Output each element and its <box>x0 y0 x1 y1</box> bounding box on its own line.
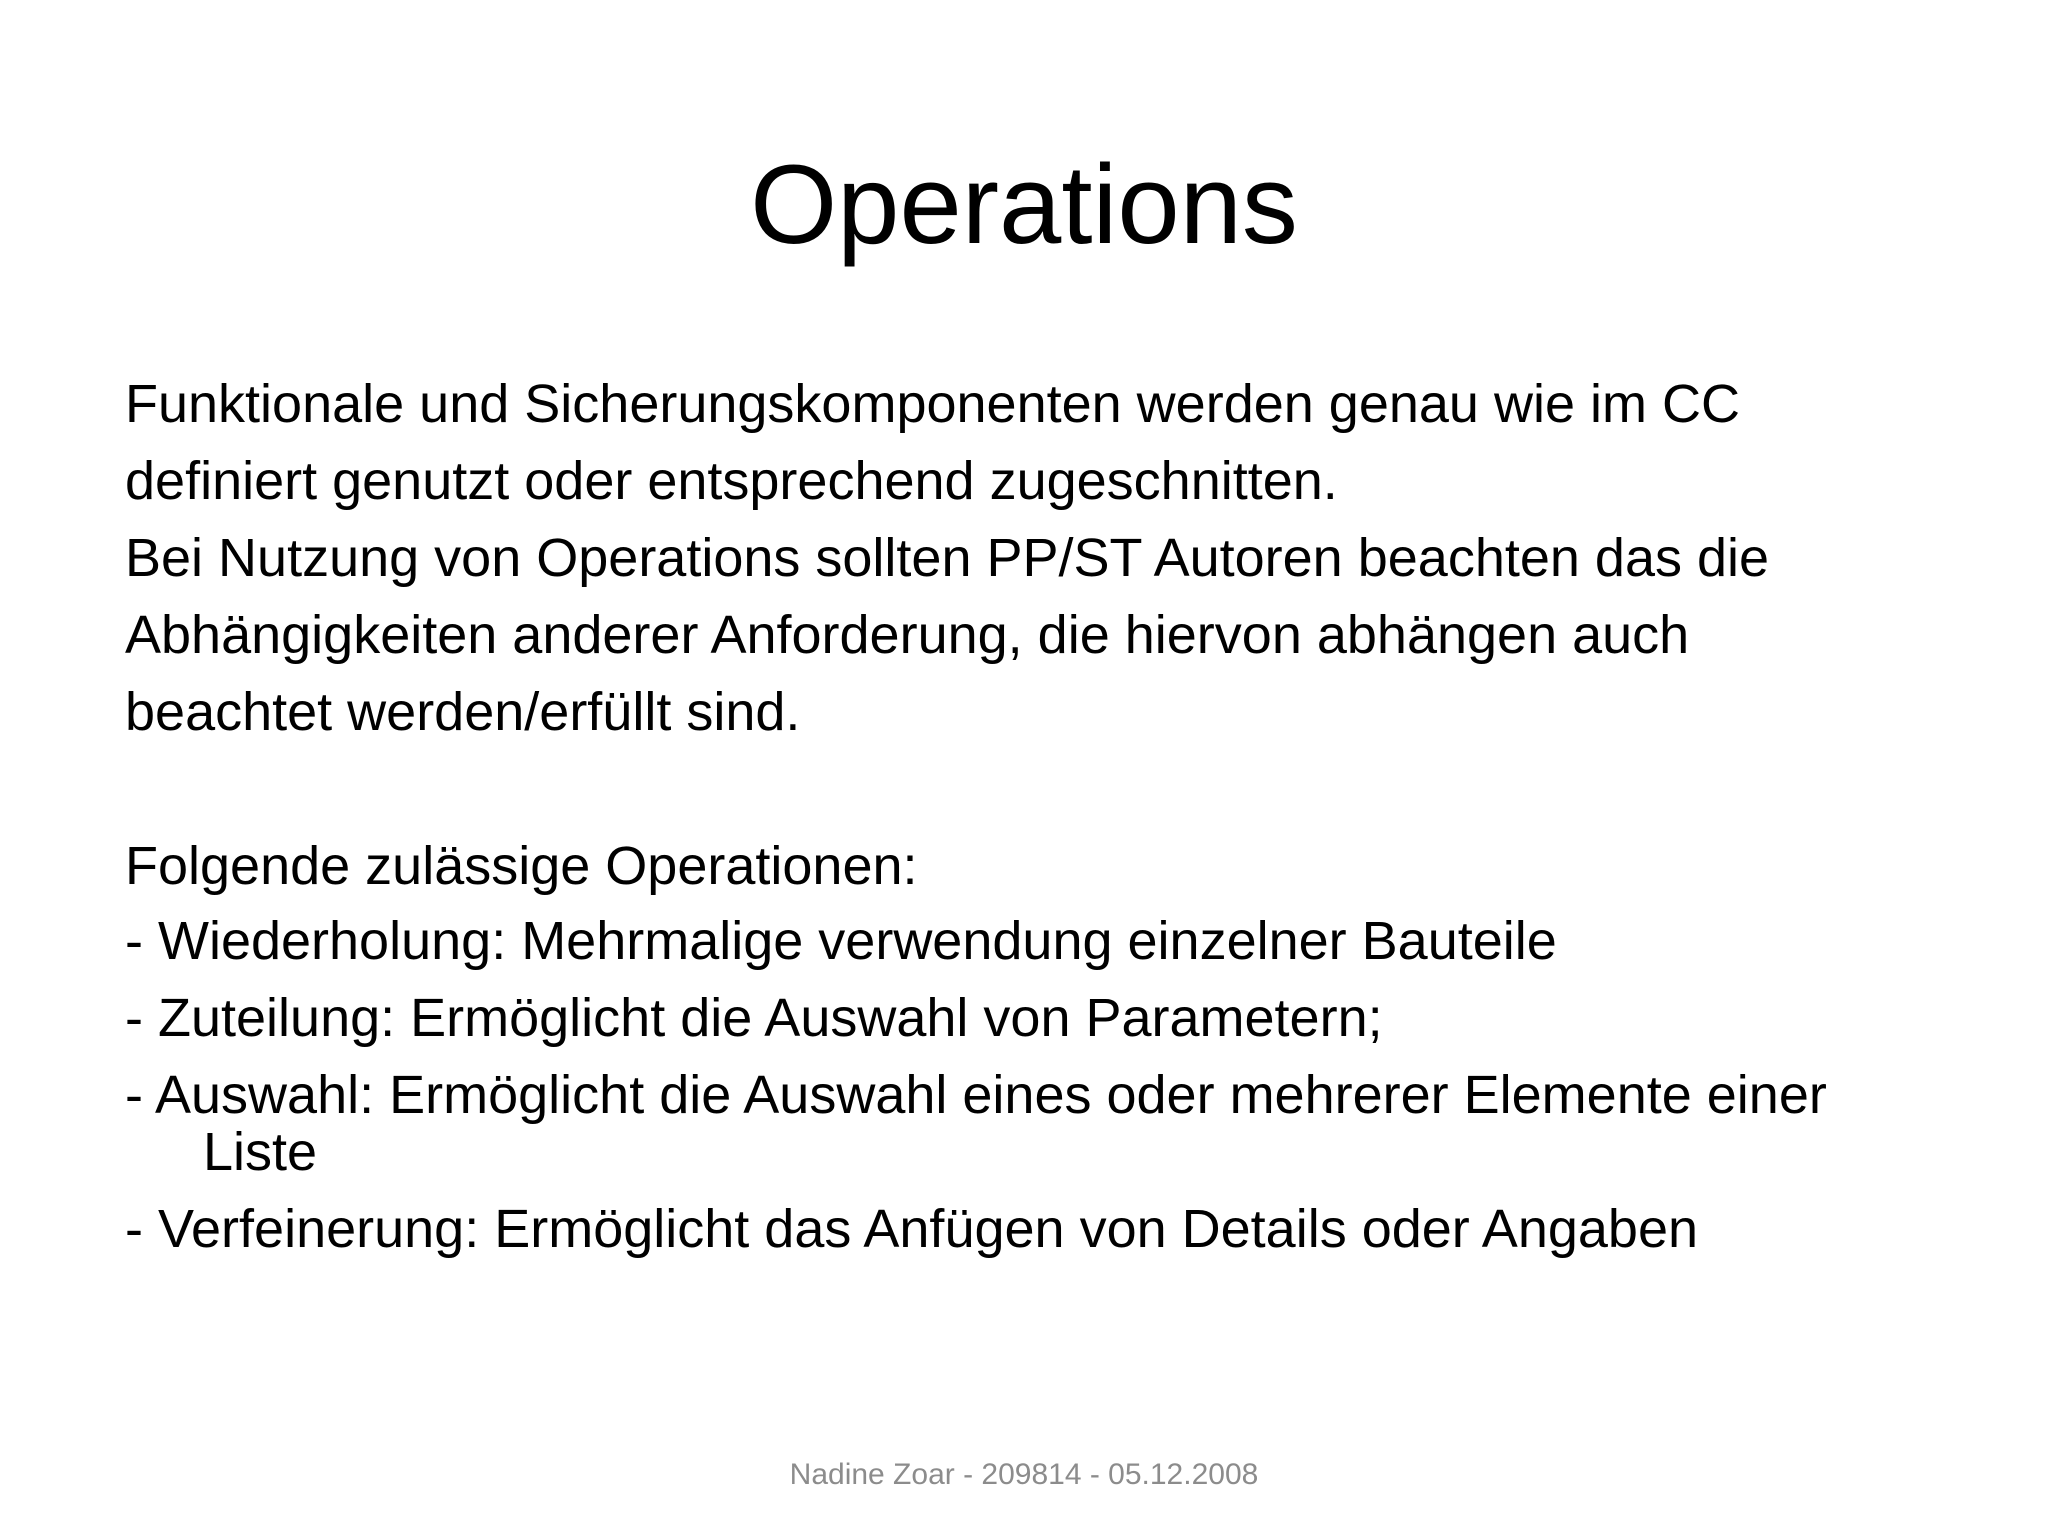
operations-list <box>125 913 1955 1258</box>
paragraph-line: Funktionale und Sicherungskomponenten werden genau wie im CC <box>125 374 1740 434</box>
list-item: - Zuteilung: Ermöglicht die Auswahl von Parametern; <box>125 988 1383 1048</box>
paragraph-line: definiert genutzt oder entsprechend zugeschnitten. <box>125 451 1338 511</box>
list-item: - Wiederholung: Mehrmalige verwendung einzelner Bauteile <box>125 911 1557 971</box>
paragraph-line: Bei Nutzung von Operations sollten PP/ST Autoren beachten das die <box>125 528 1770 588</box>
slide-footer: Nadine Zoar - 209814 - 05.12.2008 <box>789 1458 1259 1491</box>
list-item: - Auswahl: Ermöglicht die Auswahl eines oder mehrerer Elemente einer Liste <box>125 1065 1827 1182</box>
paragraph-line: Abhängigkeiten anderer Anforderung, die hiervon abhängen auch <box>125 605 1690 665</box>
paragraph-line: beachtet werden/erfüllt sind. <box>125 682 801 742</box>
spacer <box>125 751 1955 828</box>
list-item: - Verfeinerung: Ermöglicht das Anfügen von Details oder Angaben <box>125 1199 1699 1259</box>
list-heading: Folgende zulässige Operationen: <box>125 836 918 896</box>
slide-body <box>125 366 1955 1278</box>
slide-title: Operations <box>750 142 1298 267</box>
